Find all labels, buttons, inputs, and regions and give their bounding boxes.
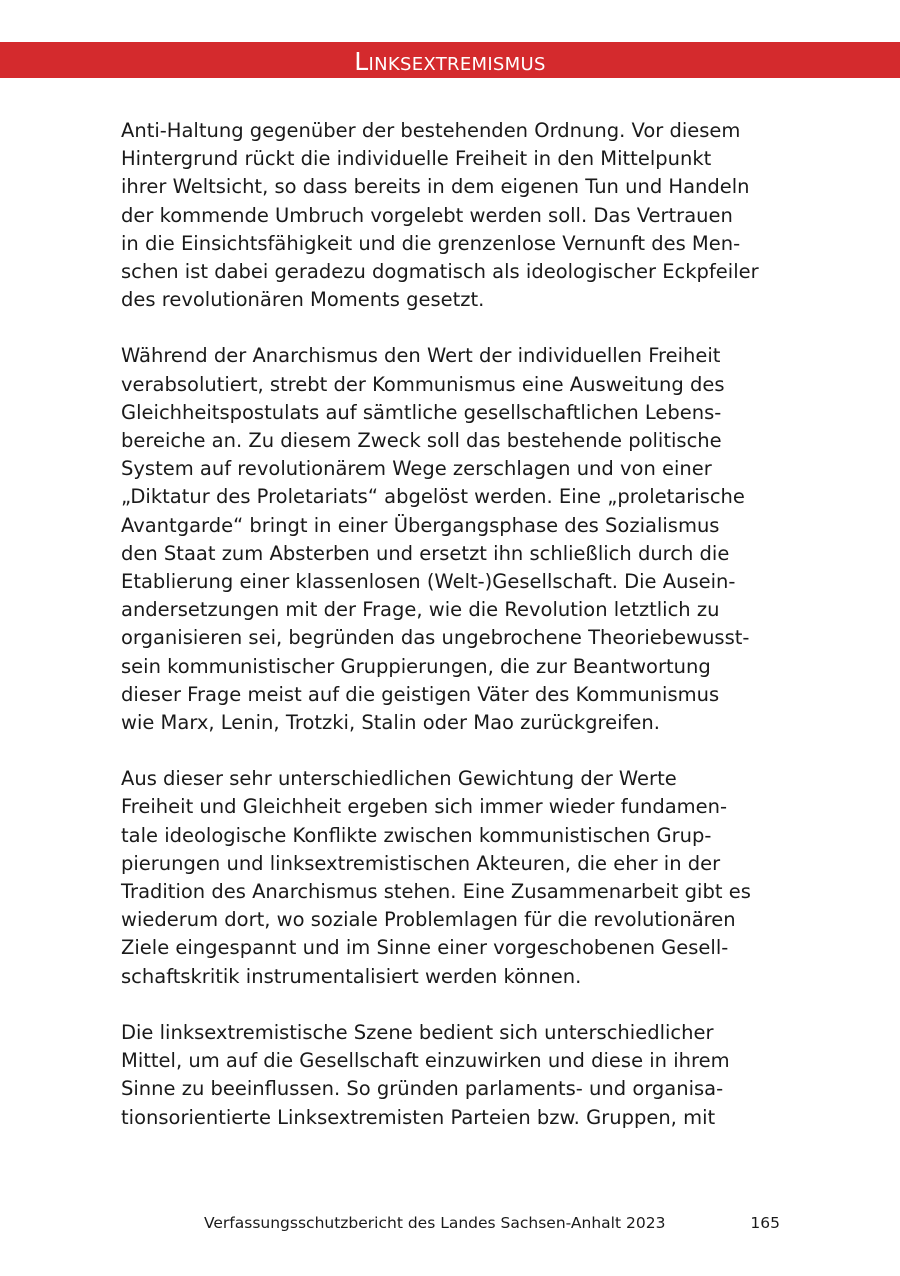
text-line: Ziele eingespannt und im Sinne einer vorgeschobenen Gesell-	[121, 936, 729, 960]
paragraph	[121, 117, 781, 314]
text-line: Anti-Haltung gegenüber der bestehenden Ordnung. Vor diesem	[121, 119, 741, 142]
text-line: schaftskritik instrumentalisiert werden können.	[121, 964, 582, 988]
text-line: dieser Frage meist auf die geistigen Väter des Kommunismus	[121, 682, 720, 706]
text-line: sein kommunistischer Gruppierungen, die zur Beantwortung	[121, 654, 711, 678]
footer-publication-title: Verfassungsschutzbericht des Landes Sachsen-Anhalt 2023	[204, 1214, 666, 1232]
text-line: schen ist dabei geradezu dogmatisch als ideologischer Eckpfeiler	[121, 260, 759, 284]
text-line: ihrer Weltsicht, so dass bereits in dem eigenen Tun und Handeln	[121, 175, 750, 199]
text-line: pierungen und linksextremistischen Akteuren, die eher in der	[121, 851, 721, 875]
paragraph	[121, 765, 781, 991]
text-line: wiederum dort, wo soziale Problemlagen für die revolutionären	[121, 908, 736, 932]
section-header-band	[0, 42, 900, 78]
text-line: System auf revolutionärem Wege zerschlagen und von einer	[121, 457, 712, 481]
paragraph	[121, 342, 781, 737]
text-line: wie Marx, Lenin, Trotzki, Stalin oder Mao zurückgreifen.	[121, 711, 660, 735]
text-line: in die Einsichtsfähigkeit und die grenzenlose Vernunft des Men-	[121, 231, 741, 255]
paragraph	[121, 1019, 781, 1132]
text-line: Hintergrund rückt die individuelle Freiheit in den Mittelpunkt	[121, 147, 712, 171]
text-line: den Staat zum Absterben und ersetzt ihn schließlich durch die	[121, 541, 730, 565]
text-line: Die linksextremistische Szene bedient sich unterschiedlicher	[121, 1020, 714, 1044]
text-line: „Diktatur des Proletariats“ abgelöst werden. Eine „proletarische	[121, 485, 745, 509]
text-line: bereiche an. Zu diesem Zweck soll das bestehende politische	[121, 429, 722, 453]
text-line: tionsorientierte Linksextremisten Parteien bzw. Gruppen, mit	[121, 1105, 716, 1129]
page-number: 165	[750, 1214, 780, 1232]
page-footer	[200, 1214, 780, 1238]
text-line: Mittel, um auf die Gesellschaft einzuwirken und diese in ihrem	[121, 1049, 730, 1073]
section-title: Linksextremismus	[354, 47, 546, 76]
text-line: Sinne zu beeinflussen. So gründen parlaments- und organisa-	[121, 1077, 724, 1101]
text-line: Etablierung einer klassenlosen (Welt-)Gesellschaft. Die Ausein-	[121, 570, 736, 594]
text-line: Aus dieser sehr unterschiedlichen Gewichtung der Werte	[121, 767, 677, 791]
text-line: Gleichheitspostulats auf sämtliche gesellschaftlichen Lebens-	[121, 400, 722, 424]
text-line: der kommende Umbruch vorgelebt werden soll. Das Vertrauen	[121, 203, 733, 227]
body-text	[121, 117, 781, 1160]
text-line: Während der Anarchismus den Wert der individuellen Freiheit	[121, 344, 721, 368]
text-line: Avantgarde“ bringt in einer Übergangsphase des Sozialismus	[121, 513, 720, 537]
text-line: verabsolutiert, strebt der Kommunismus eine Ausweitung des	[121, 372, 725, 396]
text-line: Tradition des Anarchismus stehen. Eine Zusammenarbeit gibt es	[121, 880, 751, 904]
text-line: organisieren sei, begründen das ungebrochene Theoriebewusst-	[121, 626, 750, 650]
text-line: tale ideologische Konflikte zwischen kommunistischen Grup-	[121, 823, 712, 847]
text-line: Freiheit und Gleichheit ergeben sich immer wieder fundamen-	[121, 795, 728, 819]
text-line: des revolutionären Moments gesetzt.	[121, 288, 485, 312]
text-line: andersetzungen mit der Frage, wie die Revolution letztlich zu	[121, 598, 720, 622]
